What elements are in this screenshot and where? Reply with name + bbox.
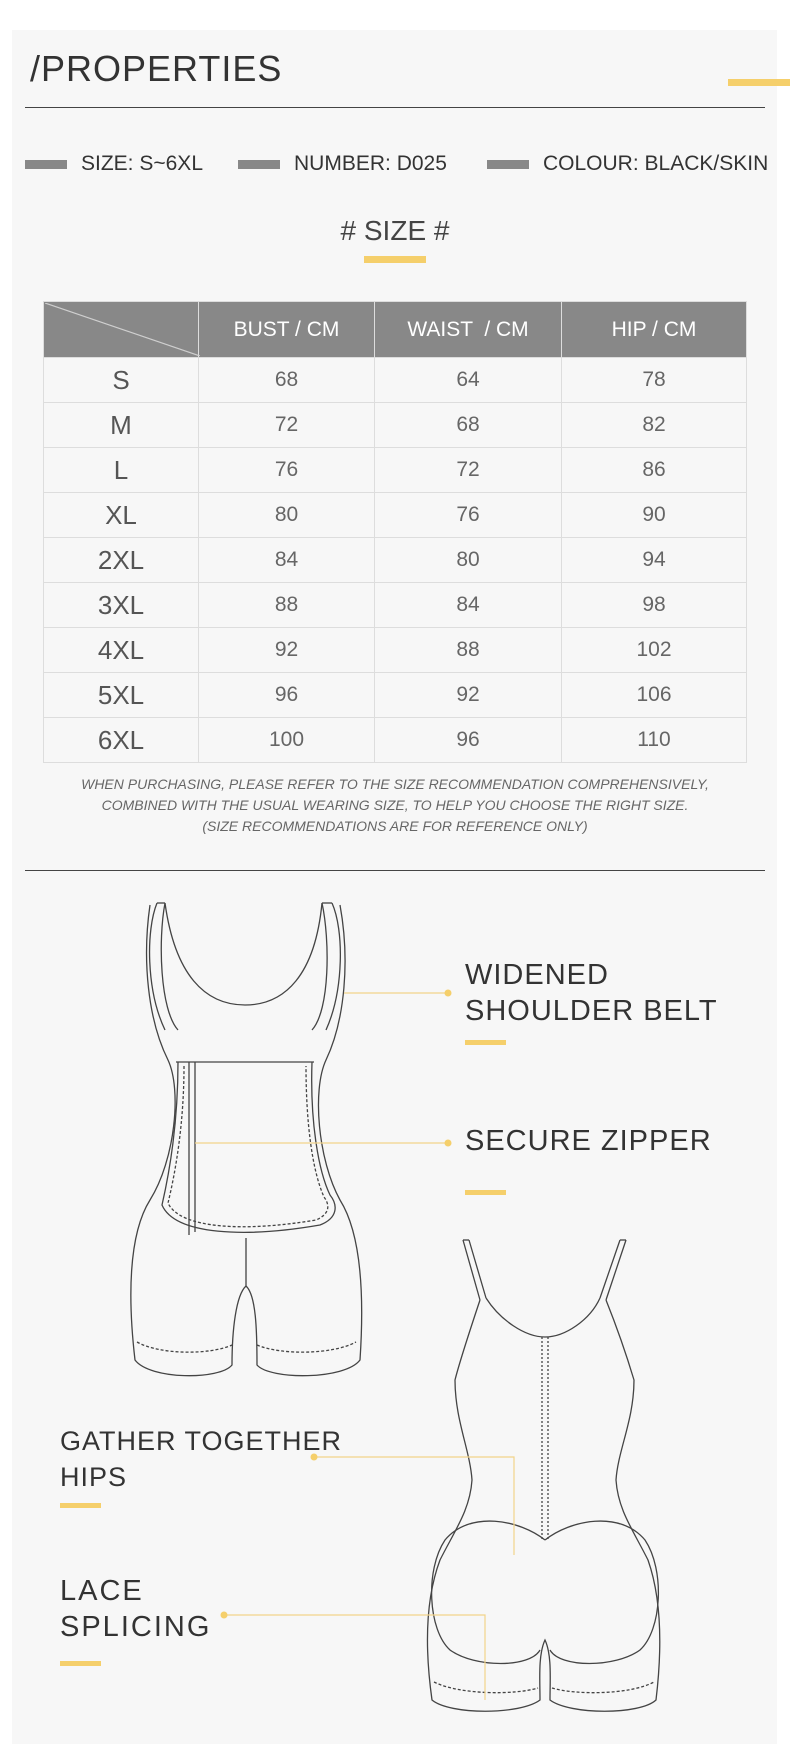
feature-shoulder-belt: WIDENED SHOULDER BELT [465,959,718,1027]
table-row [44,628,747,673]
property-colour [487,152,768,176]
size-cell: 2XL [44,538,199,583]
bust-cell: 88 [199,583,375,628]
waist-cell: 76 [375,493,562,538]
waist-cell: 84 [375,583,562,628]
bust-cell: 80 [199,493,375,538]
table-row [44,538,747,583]
size-cell: 3XL [44,583,199,628]
hip-cell: 106 [562,673,747,718]
bust-cell: 100 [199,718,375,763]
size-note [0,774,790,837]
column-header-bust: BUST / CM [199,302,375,358]
diagonal-line [45,303,200,356]
size-heading: # SIZE # [340,215,450,246]
callout-dots [221,990,452,1619]
waist-cell: 80 [375,538,562,583]
bust-cell: 76 [199,448,375,493]
table-row [44,448,747,493]
back-bodysuit-drawing [427,1240,659,1711]
size-cell: 5XL [44,673,199,718]
hip-cell: 102 [562,628,747,673]
size-cell: XL [44,493,199,538]
feature-shoulder-accent [465,1040,506,1045]
hip-cell: 82 [562,403,747,448]
size-note-line: (SIZE RECOMMENDATIONS ARE FOR REFERENCE ONLY) [202,818,588,834]
size-note-line: WHEN PURCHASING, PLEASE REFER TO THE SIZE RECOMMENDATION COMPREHENSIVELY, [81,776,709,792]
bust-cell: 68 [199,358,375,403]
size-table [43,301,747,763]
callout-lines [195,993,514,1700]
title-accent-bar [728,79,790,86]
feature-hips-accent [60,1503,101,1508]
property-value: S~6XL [139,152,203,175]
hip-cell: 90 [562,493,747,538]
waist-cell: 92 [375,673,562,718]
column-header-hip: HIP / CM [562,302,747,358]
size-table-header [44,302,747,358]
feature-zipper-accent [465,1190,506,1195]
feature-secure-zipper: SECURE ZIPPER [465,1125,712,1157]
column-header-waist: WAIST / CM [375,302,562,358]
bust-cell: 96 [199,673,375,718]
property-label: NUMBER: [294,152,391,175]
waist-cell: 72 [375,448,562,493]
size-cell: S [44,358,199,403]
table-row [44,493,747,538]
size-cell: L [44,448,199,493]
property-value: D025 [396,152,447,175]
waist-cell: 68 [375,403,562,448]
header-corner-cell [44,302,199,358]
front-bodysuit-drawing [131,903,362,1376]
waist-cell: 64 [375,358,562,403]
table-row [44,673,747,718]
waist-cell: 88 [375,628,562,673]
table-row [44,358,747,403]
bust-cell: 72 [199,403,375,448]
property-number [238,152,447,176]
hip-cell: 110 [562,718,747,763]
bust-cell: 84 [199,538,375,583]
size-cell: M [44,403,199,448]
table-row [44,718,747,763]
size-cell: 6XL [44,718,199,763]
title-divider [25,107,765,108]
hip-cell: 78 [562,358,747,403]
property-marker [238,160,280,169]
table-row [44,583,747,628]
property-size [25,152,203,176]
size-heading-accent [364,256,426,263]
bust-cell: 92 [199,628,375,673]
hip-cell: 86 [562,448,747,493]
property-marker [487,160,529,169]
property-marker [25,160,67,169]
hip-cell: 94 [562,538,747,583]
hip-cell: 98 [562,583,747,628]
property-value: BLACK/SKIN [644,152,769,175]
table-row [44,403,747,448]
property-label: COLOUR: [543,152,639,175]
size-note-line: COMBINED WITH THE USUAL WEARING SIZE, TO HELP YOU CHOOSE THE RIGHT SIZE. [101,797,689,813]
feature-gather-hips: GATHER TOGETHER HIPS [60,1426,343,1492]
size-cell: 4XL [44,628,199,673]
property-label: SIZE: [81,152,134,175]
page-title: /PROPERTIES [30,48,283,89]
feature-lace-accent [60,1661,101,1666]
feature-lace-splicing: LACE SPLICING [60,1575,212,1643]
waist-cell: 96 [375,718,562,763]
